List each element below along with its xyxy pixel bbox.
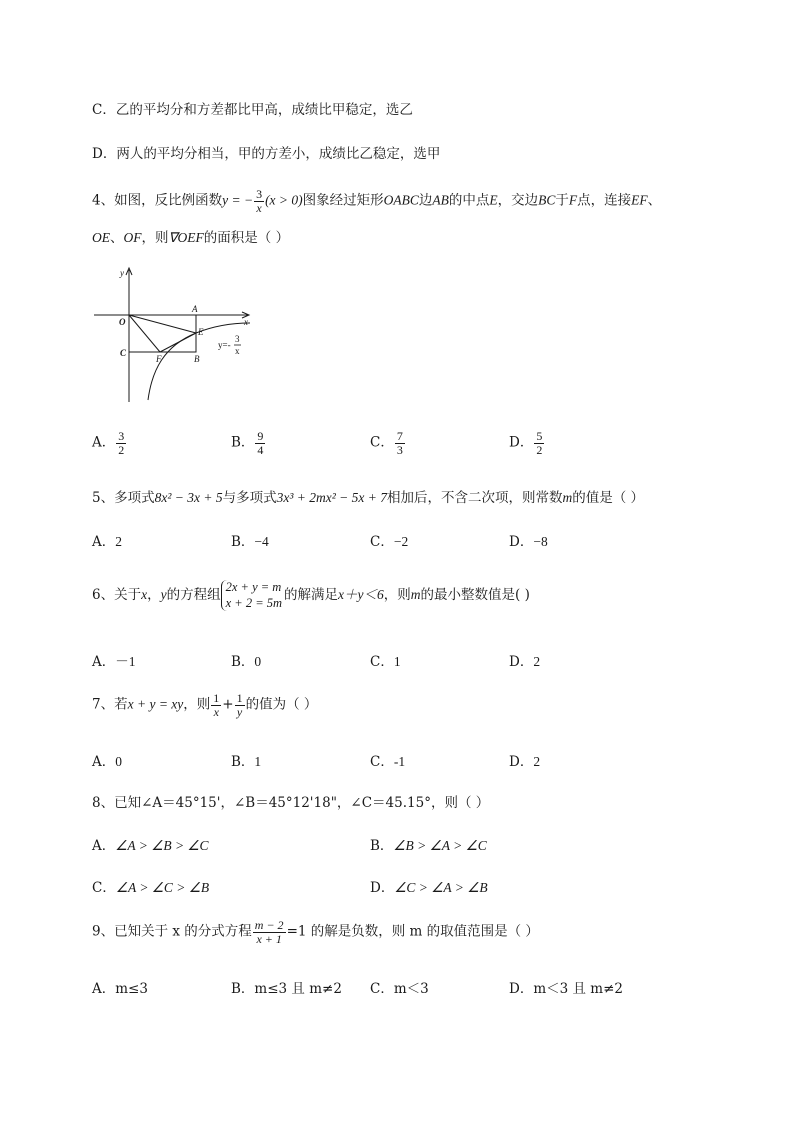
q5-var: m	[562, 490, 573, 505]
q5-option-a-value: 2	[115, 534, 122, 549]
q6-text4: 的最小整数值是( )	[420, 587, 530, 604]
q6-number: 6、关于	[92, 587, 142, 604]
q6-text3: ，则	[383, 587, 411, 604]
label-y: y	[120, 268, 124, 278]
q6-text2: 的解满足	[284, 587, 339, 604]
q4-option-a-den: 2	[118, 442, 125, 457]
q7-option-b	[231, 750, 261, 770]
q4-option-c-den: 3	[396, 442, 403, 457]
q5-poly2: 3x³ + 2mx² − 5x + 7	[276, 490, 388, 505]
q7-number: 7、若	[92, 696, 128, 713]
label-o: O	[119, 317, 126, 327]
q8-option-c-value: ∠A > ∠C > ∠B	[115, 880, 210, 895]
q9-stem	[92, 919, 539, 945]
label-c: C	[120, 348, 127, 358]
q6-cond: x＋y＜6	[338, 587, 384, 603]
q7-f1-num: 1	[213, 691, 220, 705]
q5-option-a	[92, 530, 122, 550]
q4-func-num: 3	[256, 187, 263, 201]
q9-option-b-value: m≤3 且 m≠2	[254, 981, 342, 997]
q4-option-b-frac	[255, 430, 265, 456]
q7-f2-den: y	[236, 704, 243, 719]
q4-text6: 点，连接	[577, 192, 632, 209]
q8-option-b	[370, 834, 487, 854]
q6-equation-system	[221, 580, 284, 611]
q4-text2: 边	[418, 192, 433, 209]
q9-option-a-label: A．	[92, 981, 116, 997]
q6-eq1: 2x + y = m	[225, 580, 282, 594]
q7-option-d-value: 2	[533, 754, 541, 769]
q4-stem-line1	[92, 188, 661, 214]
q9-option-b	[231, 977, 342, 997]
q4-option-a-num: 3	[118, 429, 125, 443]
q9-option-a-value: m≤3	[115, 981, 148, 997]
label-x: x	[244, 317, 248, 327]
q5-option-c-value: −2	[393, 534, 409, 549]
rectangle-oabc	[129, 315, 196, 352]
q5-option-c	[370, 530, 408, 550]
q6-option-a-label: A．	[92, 654, 116, 670]
q4-line2-text: ，则	[141, 230, 169, 246]
q4-stem-line2	[92, 226, 289, 246]
q6-option-d-value: 2	[533, 654, 541, 669]
q4-line2-end: 的面积是（ ）	[203, 230, 290, 246]
q8-option-d-label: D．	[370, 880, 395, 896]
q5-option-d-label: D．	[509, 534, 534, 550]
q6-var: m	[410, 587, 421, 603]
segment-oe	[129, 315, 196, 333]
q4-option-b-label: B．	[231, 434, 255, 451]
q7-option-c-value: -1	[393, 754, 406, 769]
label-a: A	[192, 304, 198, 314]
q4-option-d-num: 5	[536, 429, 543, 443]
q4-text7: 、	[647, 192, 662, 209]
q7-stem	[92, 692, 317, 718]
q4-func-cond: (x > 0)	[265, 192, 303, 208]
q6-text1: 的方程组	[166, 587, 221, 604]
q4-pt-e: E	[489, 192, 498, 208]
q9-option-c-label: C．	[370, 981, 394, 997]
q7-option-a-label: A．	[92, 754, 116, 770]
q6-option-c-label: C．	[370, 654, 394, 670]
q4-option-d-label: D．	[509, 434, 534, 451]
segment-of	[129, 315, 160, 352]
q4-option-a-frac	[116, 430, 126, 456]
q6-x: x	[141, 587, 148, 603]
q9-number: 9、已知关于 x 的分式方程	[92, 923, 252, 940]
q6-option-b	[231, 650, 261, 670]
q7-option-a	[92, 750, 122, 770]
q6-option-d	[509, 650, 540, 670]
q4-text4: ，交边	[497, 192, 539, 209]
q4-text1: 图象经过矩形	[302, 192, 384, 209]
q9-fraction	[253, 919, 286, 945]
q5-option-c-label: C．	[370, 534, 394, 550]
q4-option-a-label: A．	[92, 434, 116, 451]
q7-text2: 的值为（ ）	[245, 696, 318, 713]
q8-option-b-value: ∠B > ∠A > ∠C	[393, 838, 487, 853]
q4-text5: 于	[555, 192, 569, 209]
q7-plus: +	[222, 696, 234, 713]
q6-option-b-value: 0	[254, 654, 262, 669]
q4-func-fraction	[254, 188, 264, 214]
q9-option-b-label: B．	[231, 981, 255, 997]
q6-option-c-value: 1	[393, 654, 401, 669]
q4-text3: 的中点	[448, 192, 490, 209]
q9-f-num: m − 2	[254, 918, 284, 932]
q5-option-d-value: −8	[533, 534, 548, 549]
q9-option-d	[509, 977, 623, 997]
label-b: B	[194, 354, 200, 364]
q8-option-a	[92, 834, 209, 854]
q4-triangle: ∇OEF	[168, 230, 204, 245]
q6-option-a-value: －1	[115, 654, 136, 669]
curve-label: y=-	[218, 340, 231, 350]
q4-rect: OABC	[383, 192, 419, 208]
q3-option-d: D．两人的平均分相当，甲的方差小，成绩比乙稳定，选甲	[92, 146, 441, 162]
q8-option-c-label: C．	[92, 880, 116, 896]
q4-func-prefix: y = −	[222, 192, 254, 208]
label-f: F	[156, 354, 162, 364]
q4-side: AB	[432, 192, 449, 208]
q7-frac1	[211, 692, 221, 718]
q5-stem	[92, 486, 644, 506]
q6-option-c	[370, 650, 401, 670]
q7-option-d-label: D．	[509, 754, 534, 770]
q7-frac2	[235, 692, 245, 718]
label-e: E	[198, 327, 204, 337]
q7-eq: x + y = xy	[127, 696, 184, 712]
q7-text1: ，则	[183, 696, 211, 713]
q7-option-d	[509, 750, 540, 770]
q4-figure	[86, 262, 266, 404]
q9-option-c	[370, 977, 429, 997]
q6-option-b-label: B．	[231, 654, 255, 670]
q4-option-a	[92, 430, 127, 456]
q8-option-c	[92, 876, 209, 896]
q6-stem	[92, 580, 530, 611]
q8-option-b-label: B．	[370, 838, 394, 854]
q5-poly1: 8x² − 3x + 5	[154, 490, 223, 505]
q8-stem: 8、已知∠A＝45°15'，∠B＝45°12'18"，∠C＝45.15°，则（ ）	[92, 795, 490, 811]
q7-option-b-value: 1	[254, 754, 262, 769]
q7-f2-num: 1	[236, 691, 243, 705]
q4-option-b-num: 9	[257, 429, 264, 443]
q4-seg-of: OF	[123, 230, 142, 245]
q5-text3: 的值是（ ）	[572, 490, 645, 506]
q4-option-d	[509, 430, 545, 456]
curve-label-num: 3	[235, 334, 240, 344]
q5-text2: 相加后，不含二次项，则常数	[387, 490, 563, 506]
q6-sep: ，	[147, 587, 161, 604]
q5-option-d	[509, 530, 548, 550]
q6-option-d-label: D．	[509, 654, 534, 670]
q3-option-c: C．乙的平均分和方差都比甲高，成绩比甲稳定，选乙	[92, 102, 413, 118]
q8-option-d	[370, 876, 488, 896]
q7-option-c-label: C．	[370, 754, 394, 770]
q8-option-a-label: A．	[92, 838, 116, 854]
q7-f1-den: x	[213, 704, 219, 719]
q4-option-d-frac	[534, 430, 544, 456]
q6-option-a	[92, 650, 136, 670]
q4-option-c	[370, 430, 406, 456]
q4-option-b-den: 4	[257, 442, 264, 457]
q6-y: y	[160, 587, 167, 603]
q4-option-d-den: 2	[536, 442, 543, 457]
q5-number: 5、多项式	[92, 490, 155, 506]
q5-text1: 与多项式	[222, 490, 277, 506]
q4-func-den: x	[256, 200, 262, 215]
q4-seg-oe: OE	[92, 230, 110, 245]
q6-eq2: x + 2 = 5m	[225, 595, 283, 610]
q9-option-d-value: m＜3 且 m≠2	[533, 981, 624, 997]
q7-option-c	[370, 750, 405, 770]
q8-option-d-value: ∠C > ∠A > ∠B	[394, 880, 488, 895]
q7-option-b-label: B．	[231, 754, 255, 770]
q4-number: 4、如图，反比例函数	[92, 192, 223, 209]
q4-option-c-frac	[395, 430, 405, 456]
q4-sep: 、	[110, 230, 124, 246]
q4-pt-f: F	[568, 192, 578, 208]
q4-option-c-label: C．	[370, 434, 394, 451]
q5-option-a-label: A．	[92, 534, 116, 550]
q8-option-a-value: ∠A > ∠B > ∠C	[115, 838, 209, 853]
q4-option-b	[231, 430, 266, 456]
q9-text: =1 的解是负数，则 m 的取值范围是（ ）	[286, 923, 539, 940]
q5-option-b	[231, 530, 269, 550]
q4-seg1: EF	[631, 192, 648, 208]
q9-option-a	[92, 977, 148, 997]
q4-option-c-num: 7	[396, 429, 403, 443]
q7-option-a-value: 0	[115, 754, 122, 769]
q9-option-c-value: m＜3	[393, 981, 429, 997]
q4-side2: BC	[538, 192, 556, 208]
q5-option-b-label: B．	[231, 534, 255, 550]
curve-label-den: x	[235, 346, 240, 356]
q9-f-den: x + 1	[256, 931, 282, 946]
q5-option-b-value: −4	[254, 534, 269, 549]
q9-option-d-label: D．	[509, 981, 534, 997]
